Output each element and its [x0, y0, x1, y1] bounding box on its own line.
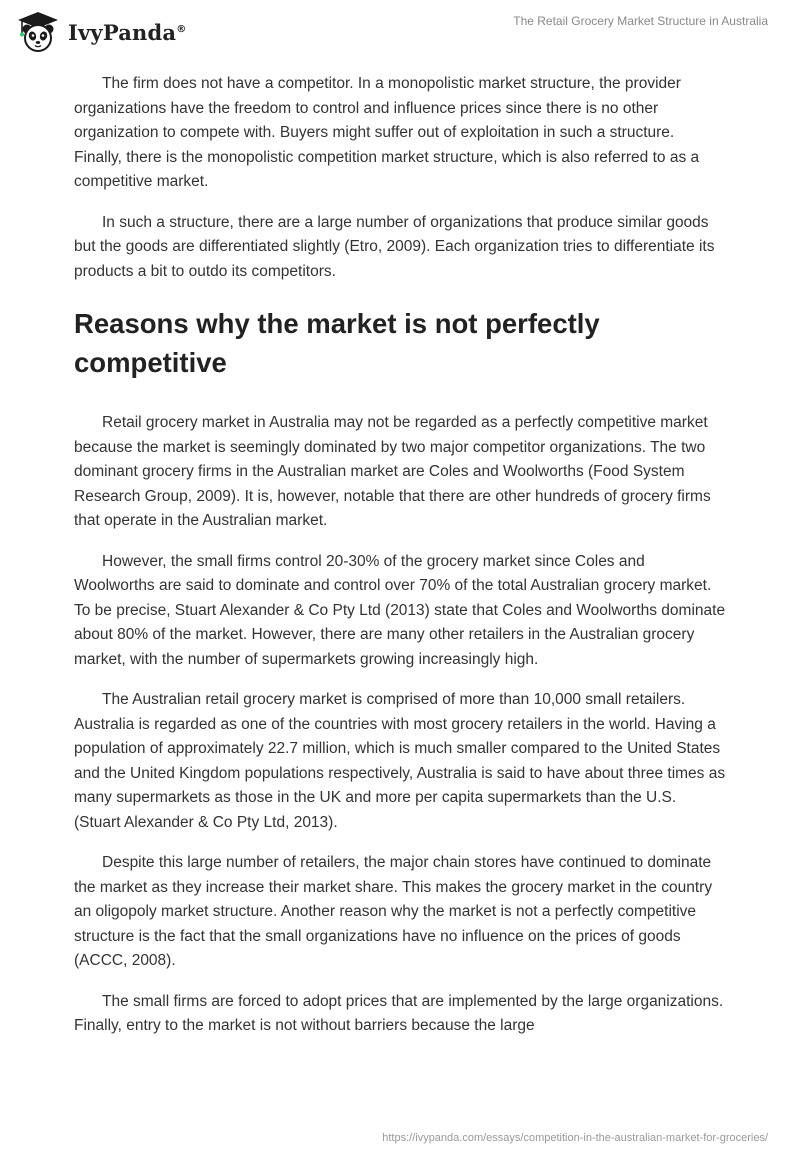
section-heading: Reasons why the market is not perfectly competitive [74, 308, 600, 378]
paragraph: Retail grocery market in Australia may not be regarded as a perfectly competitive market because the market is seemingly dominated by two major competitor organizations. The two dominant grocery firms in the Australian market are Coles and Woolworths (Food System Research Group, 2009). It is, however, notable that there are other hundreds of grocery firms that operate in the Australian market. [74, 414, 711, 529]
paragraph: Despite this large number of retailers, the major chain stores have continued to dominate the market as they increase their market share. This makes the grocery market in the country an oligopoly market structure. Another reason why the market is not a perfectly competitive structure is the fact that the small organizations have no influence on the prices of goods (ACCC, 2008). [74, 854, 713, 969]
paragraph: The small firms are forced to adopt prices that are implemented by the large organizations. Finally, entry to the market is not without barriers because the large [74, 992, 724, 1034]
registered-mark: ® [176, 23, 187, 35]
page-header [0, 0, 800, 64]
logo-wordmark: IvyPanda® [68, 19, 187, 45]
essay-body [74, 72, 726, 1055]
paragraph: However, the small firms control 20-30% of the grocery market since Coles and Woolworths are said to dominate and control over 70% of the total Australian grocery market. To be precise, Stuart Alexander & Co Pty Ltd (2013) state that Coles and Woolworths dominate about 80% of the market. However, there are many other retailers in the Australian grocery market, with the number of supermarkets growing increasingly high. [74, 552, 726, 668]
source-url[interactable]: https://ivypanda.com/essays/competition-in-the-australian-market-for-groceries/ [382, 1132, 768, 1144]
paragraph: The Australian retail grocery market is comprised of more than 10,000 small retailers. Australia is regarded as one of the countries with most grocery retailers in the world. Having a population of approximately 22.7 million, which is much smaller compared to the United States and the United Kingdom populations respectively, Australia is said to have about three times as many supermarkets as those in the UK and more per capita supermarkets than the U.S. (Stuart Alexander & Co Pty Ltd, 2013). [74, 691, 726, 831]
document-title: The Retail Grocery Market Structure in Australia [513, 14, 768, 28]
ivypanda-logo[interactable] [16, 10, 186, 54]
paragraph: The firm does not have a competitor. In a monopolistic market structure, the provider organizations have the freedom to control and influence prices since there is no other organization to compete with. Buyers might suffer out of exploitation in such a structure. Finally, there is the monopolistic competition market structure, which is also referred to as a competitive market. [74, 75, 700, 190]
graduation-panda-icon [16, 10, 60, 54]
paragraph: In such a structure, there are a large number of organizations that produce similar goods but the goods are differentiated slightly (Etro, 2009). Each organization tries to differentiate its products a bit to outdo its competitors. [74, 213, 715, 280]
